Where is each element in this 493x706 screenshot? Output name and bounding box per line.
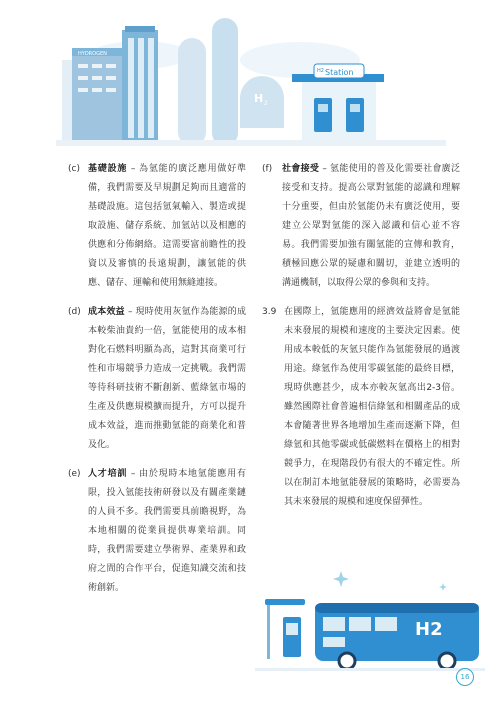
page-number: 16 [456,668,474,686]
station-logo: H2 [317,68,324,74]
item-text: – 為氫能的廣泛應用做好準備，我們需要及早規劃足夠而且適當的基礎設施。這包括氫氣輸入、製造或提取設施、儲存系統、加氫站以及相應的供應和分佈網絡。這需要富前瞻性的投資以及審慎的長遠規劃，讓氫能的供應、儲存、運輸和使用無縫連接。 [88,164,246,288]
tank-label: H [254,92,264,105]
hydrogen-bus-illustration [255,565,485,675]
left-column [68,160,246,608]
item-marker: (c) [68,164,80,174]
item-term: 社會接受 [282,164,320,174]
paragraph-number: 3.9 [262,307,277,317]
item-infrastructure [68,160,246,293]
item-marker: (f) [262,164,273,174]
tank-subscript: 2 [264,100,268,107]
item-marker: (e) [68,469,81,479]
right-column [262,160,460,512]
item-term: 人才培訓 [88,469,128,479]
item-cost-effectiveness [68,303,246,455]
paragraph-3-9 [262,303,460,512]
item-social-acceptance [262,160,460,293]
item-term: 基礎設施 [88,164,128,174]
item-talent-training [68,465,246,598]
item-marker: (d) [68,307,81,317]
item-text: – 由於現時本地氫能應用有限，投入氫能技術研發以及有關產業鏈的人員不多。我們需要具前瞻視野，為本地相關的從業員提供專業培訓。同時，我們需要建立學術界、產業界和政府之間的合作平台，促進知識交流和技術創新。 [88,469,246,593]
item-term: 成本效益 [88,307,125,317]
item-text: – 氫能使用的普及化需要社會廣泛接受和支持。提高公眾對氫能的認識和理解十分重要，但由於氫能仍未有廣泛使用，要建立公眾對氫能的深入認識和信心並不容易。我們需要加強有關氫能的宣傳和教育，積極回應公眾的疑慮和關切，並建立透明的溝通機制，以取得公眾的參與和支持。 [282,164,460,288]
bus-label: H2 [415,619,443,640]
paragraph-text: 在國際上，氫能應用的經濟效益將會是氫能未來發展的規模和速度的主要決定因素。使用成本較低的灰氫只能作為氫能發展的過渡用途。綠氫作為使用零碳氫能的最終目標，現時供應甚少，成本亦較灰氫高出2-3倍。雖然國際社會普遍相信綠氫和相關產品的成本會隨著世界各地增加生產而逐漸下降，但綠氫和其他零碳或低碳燃料在價格上的相對競爭力，在現階段仍有很大的不確定性。所以在制訂本地氫能發展的策略時，必需要為其未來發展的規模和速度保留彈性。 [284,307,460,507]
item-text: – 現時使用灰氫作為能源的成本較柴油貴約一倍，氫能使用的成本相對化石燃料明顯為高，這對其商業可行性和市場競爭力造成一定挑戰。我們需等待科研技術不斷創新、藍綠氫市場的生產及供應規模擴而提升，方可以提升成本效益，進而推動氫能的商業化和普及化。 [88,307,246,450]
building-sign: HYDROGEN [78,51,107,57]
station-sign: Station [325,68,354,77]
hydrogen-city-illustration [0,0,493,150]
